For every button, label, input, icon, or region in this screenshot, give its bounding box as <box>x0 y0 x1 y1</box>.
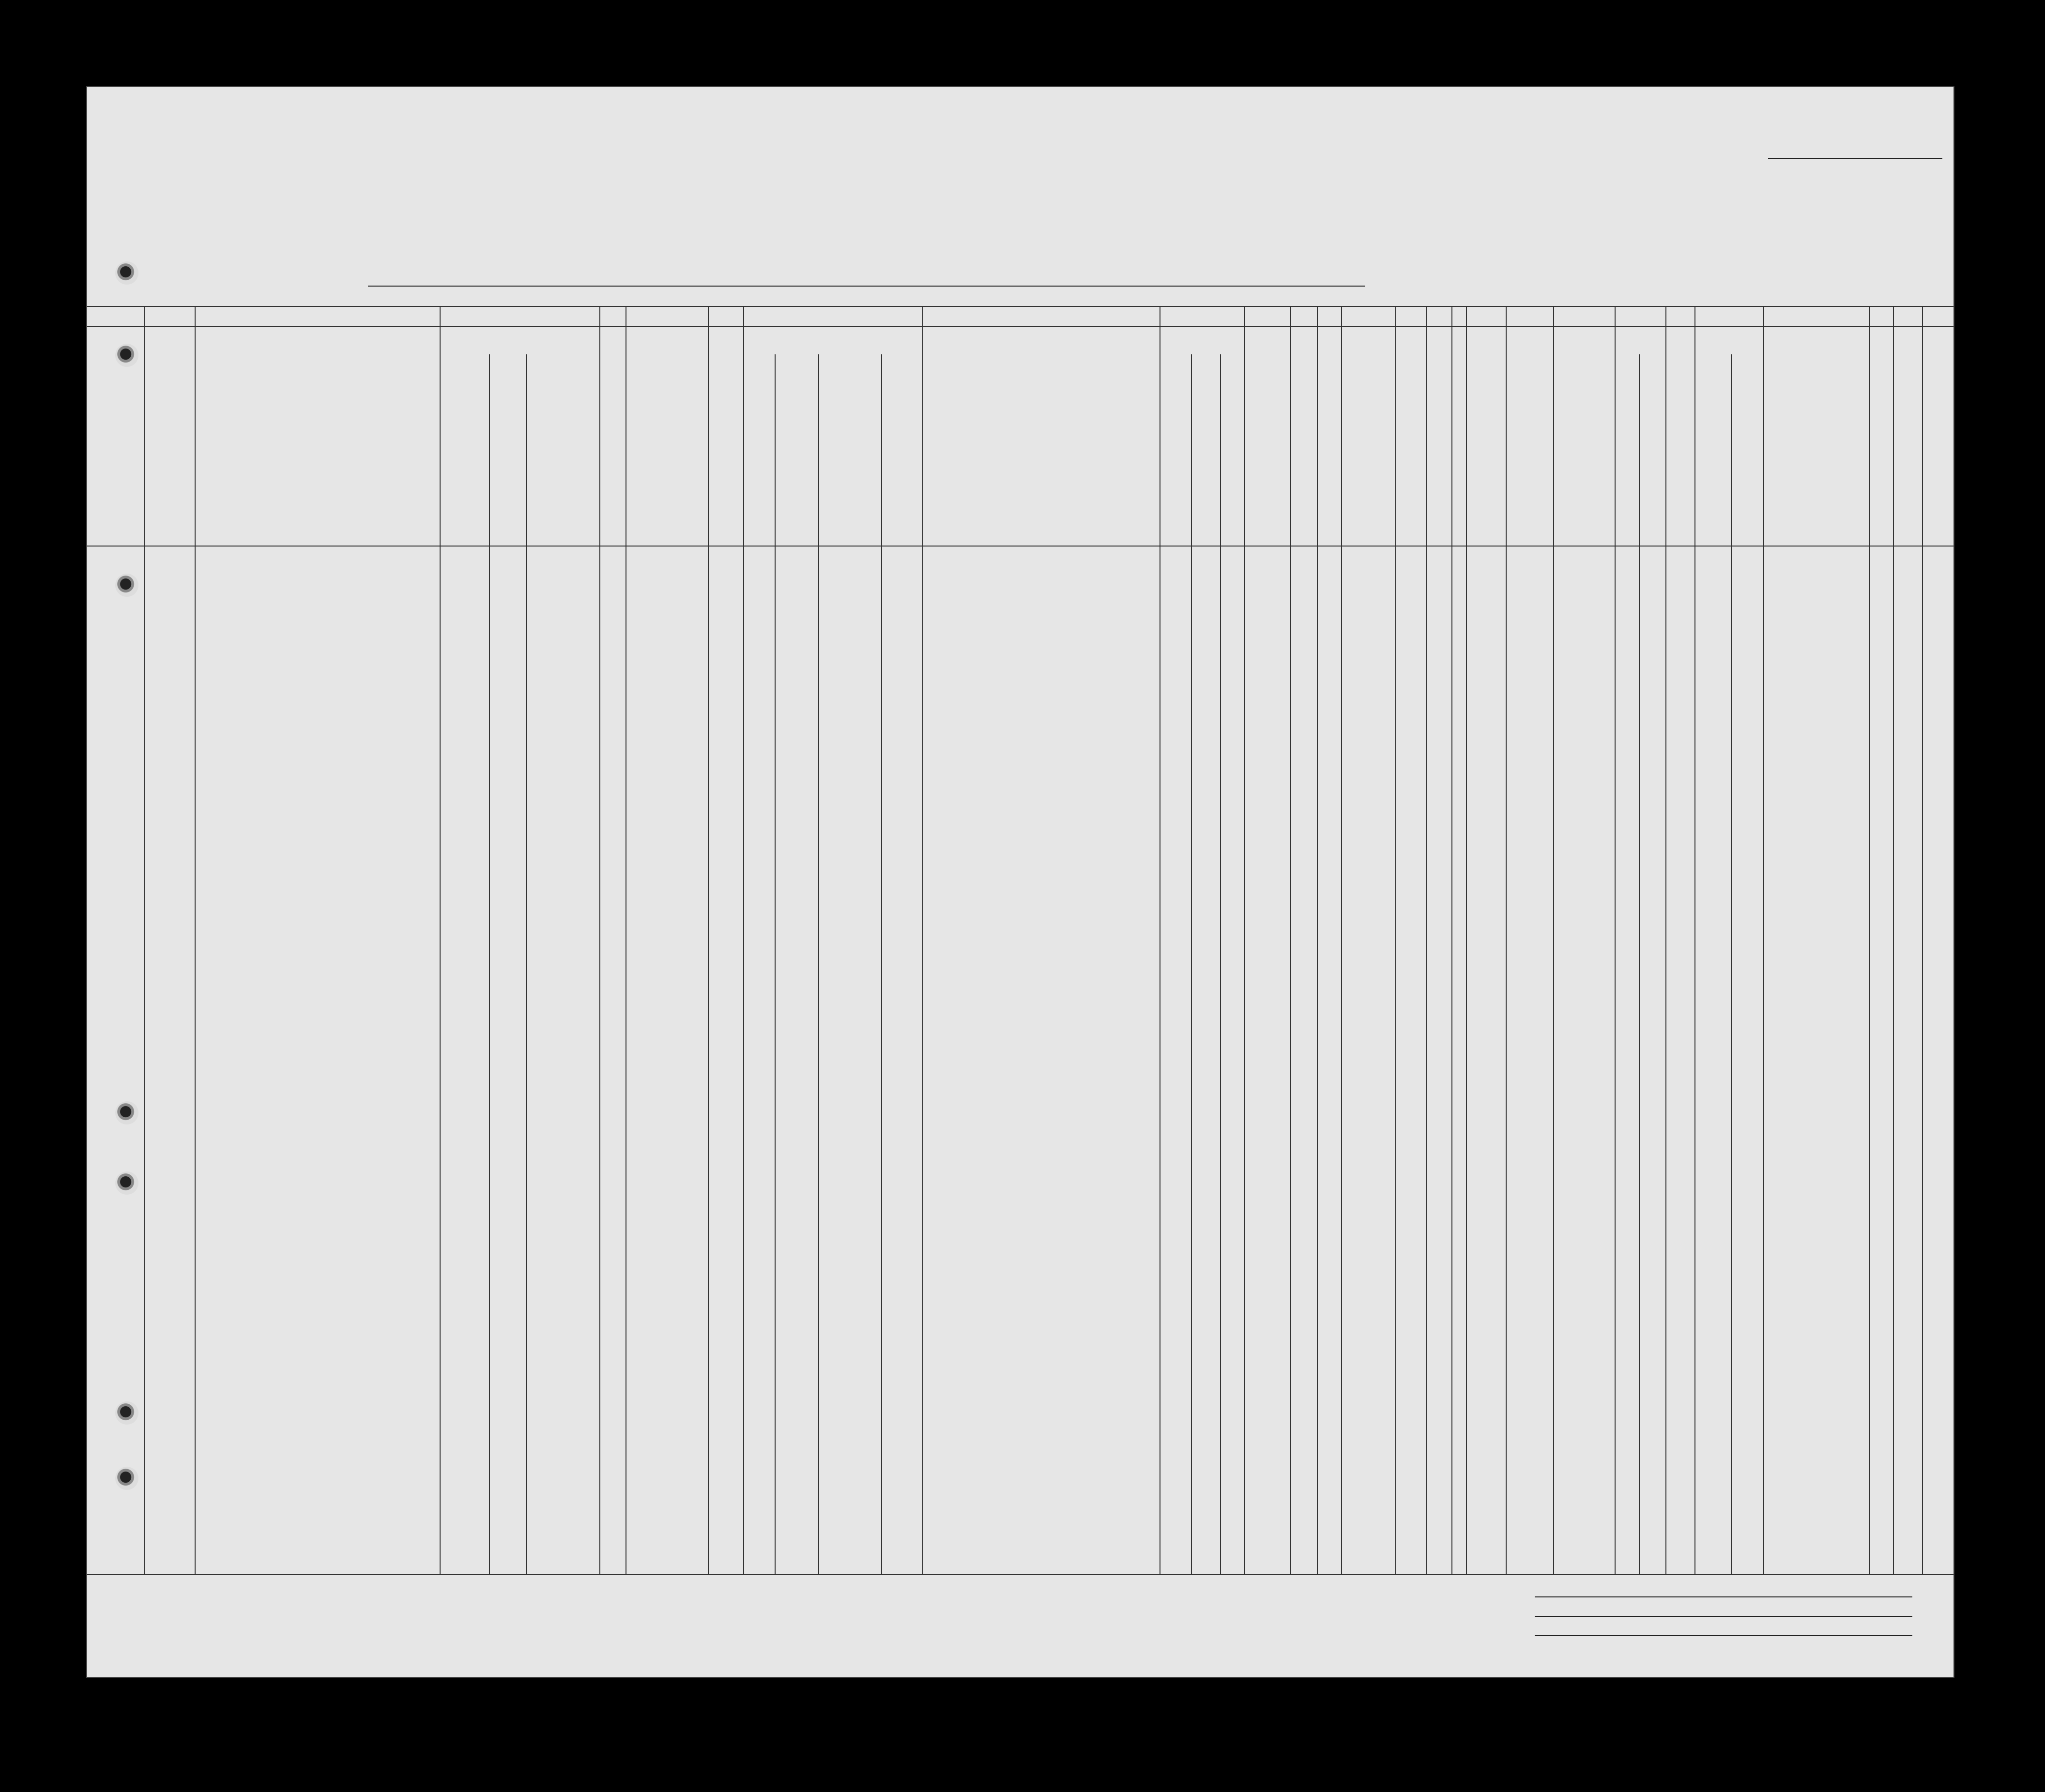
manifest-table <box>87 306 1953 1574</box>
punch-hole-icon <box>115 261 138 285</box>
port-underline <box>368 286 949 287</box>
date-underline <box>881 286 1365 287</box>
manifest-sheet <box>86 86 1954 1678</box>
list-underline <box>1768 158 1942 159</box>
